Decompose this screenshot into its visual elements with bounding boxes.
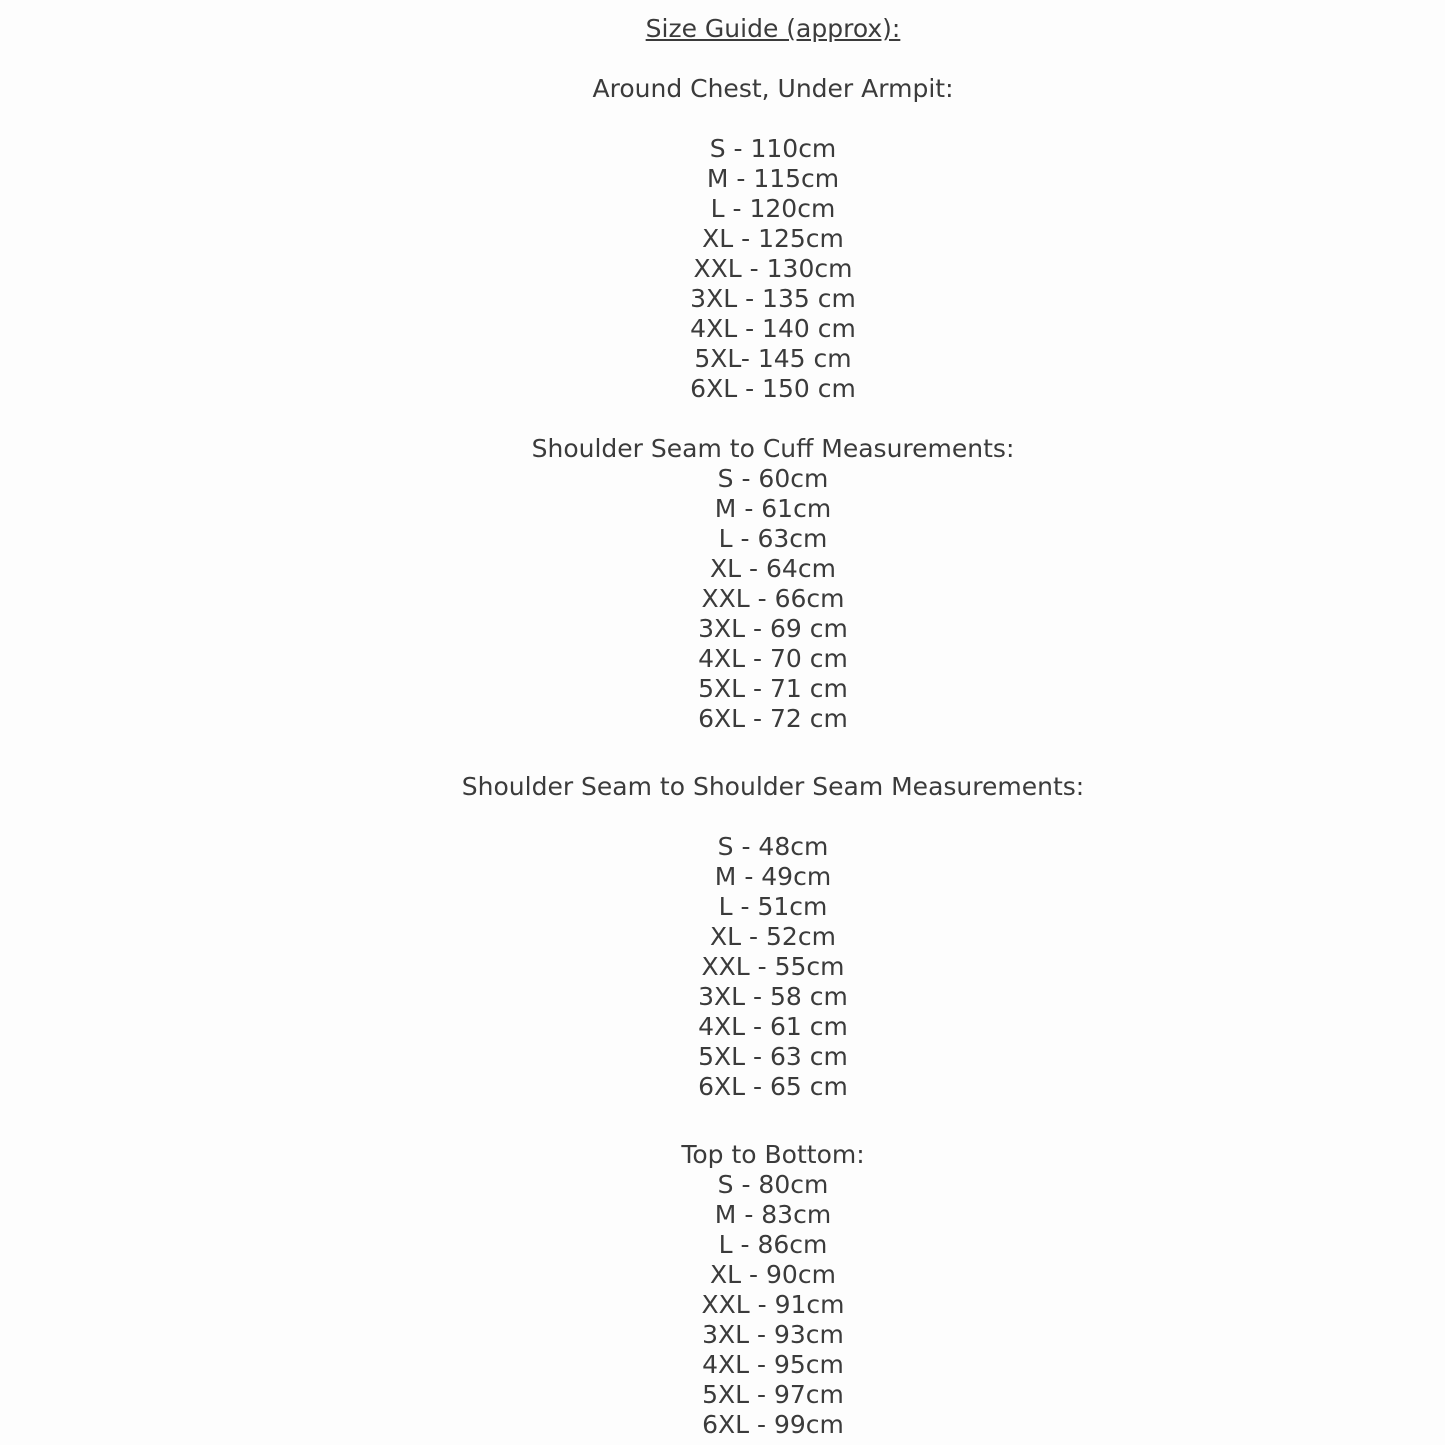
size-row: XXL - 130cm [693,254,853,283]
size-row: XL - 90cm [710,1260,836,1289]
size-row: L - 120cm [710,194,836,223]
size-row: 6XL - 150 cm [690,374,856,403]
page-title [101,14,1445,44]
size-row: XL - 125cm [702,224,844,253]
blank-line [101,1102,1445,1140]
size-row: 5XL - 97cm [702,1380,844,1409]
size-row: 5XL - 63 cm [698,1042,848,1071]
section-heading: Shoulder Seam to Shoulder Seam Measurements: [461,772,1085,801]
size-row: XL - 52cm [710,922,836,951]
size-row: 3XL - 69 cm [698,614,848,643]
size-row: XXL - 66cm [701,584,845,613]
size-row: M - 83cm [714,1200,832,1229]
size-row: S - 48cm [717,832,829,861]
size-row: 4XL - 140 cm [690,314,856,343]
size-row: 6XL - 65 cm [698,1072,848,1101]
size-row: 5XL - 71 cm [698,674,848,703]
size-row: S - 110cm [709,134,837,163]
section-shoulder [101,772,1445,1102]
blank-line [101,104,1445,134]
section-cuff [101,434,1445,734]
size-row: S - 60cm [717,464,829,493]
size-row: 4XL - 61 cm [698,1012,848,1041]
size-row: XXL - 55cm [701,952,845,981]
size-guide-document [101,0,1445,1440]
size-row: 5XL- 145 cm [694,344,852,373]
blank-line [101,802,1445,832]
size-row: 6XL - 99cm [702,1410,844,1439]
size-row: XL - 64cm [710,554,836,583]
blank-line [101,404,1445,434]
section-heading: Shoulder Seam to Cuff Measurements: [531,434,1015,463]
size-row: 3XL - 58 cm [698,982,848,1011]
blank-line [101,44,1445,74]
size-row: L - 63cm [718,524,828,553]
blank-line [101,734,1445,772]
page-title-text: Size Guide (approx): [645,14,901,43]
section-heading: Top to Bottom: [681,1140,865,1169]
size-row: 4XL - 70 cm [698,644,848,673]
section-chest [101,74,1445,404]
size-row: XXL - 91cm [701,1290,845,1319]
size-row: M - 49cm [714,862,832,891]
size-row: M - 115cm [706,164,840,193]
size-row: S - 80cm [717,1170,829,1199]
size-row: L - 51cm [718,892,828,921]
size-row: 6XL - 72 cm [698,704,848,733]
size-row: 4XL - 95cm [702,1350,844,1379]
section-length [101,1140,1445,1440]
size-row: 3XL - 93cm [702,1320,844,1349]
size-row: 3XL - 135 cm [690,284,856,313]
section-heading: Around Chest, Under Armpit: [592,74,954,103]
size-row: L - 86cm [718,1230,828,1259]
size-row: M - 61cm [714,494,832,523]
